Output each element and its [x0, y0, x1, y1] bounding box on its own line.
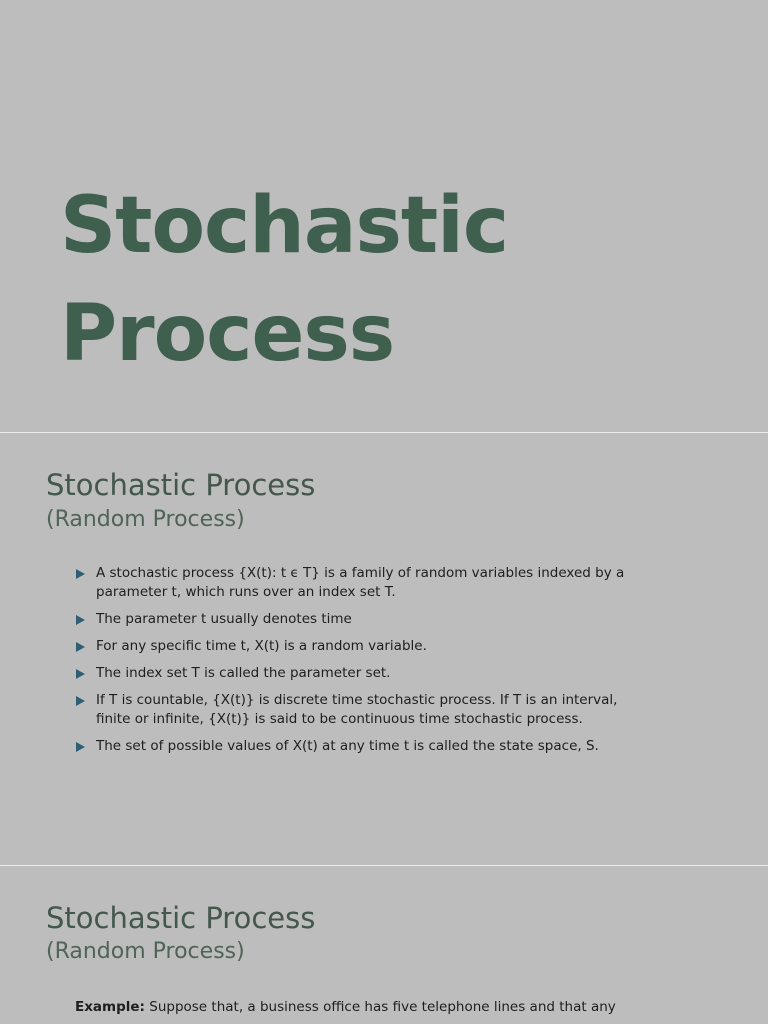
- title-slide: [0, 0, 768, 432]
- example-slide: [0, 866, 768, 1024]
- slide-subtitle: (Random Process): [46, 939, 245, 964]
- bullet-text: The index set T is called the parameter set.: [96, 665, 391, 681]
- triangle-right-icon: [76, 669, 85, 679]
- bullet-item: [76, 564, 636, 602]
- bullet-item: [76, 637, 636, 656]
- triangle-right-icon: [76, 615, 85, 625]
- bullet-text: For any specific time t, X(t) is a random variable.: [96, 638, 427, 654]
- slide-title: Stochastic Process: [46, 468, 316, 502]
- example-label: Example:: [75, 999, 145, 1015]
- presentation-title-line-1: Stochastic: [60, 181, 509, 271]
- bullet-text: The set of possible values of X(t) at any time t is called the state space, S.: [96, 738, 599, 754]
- bullet-item: [76, 691, 636, 729]
- slide-subtitle: (Random Process): [46, 507, 245, 532]
- bullet-text: The parameter t usually denotes time: [96, 611, 352, 627]
- slide-title: Stochastic Process: [46, 901, 316, 935]
- presentation-title: [60, 172, 508, 388]
- example-text: Suppose that, a business office has five telephone lines and that any: [144, 999, 616, 1015]
- triangle-right-icon: [76, 569, 85, 579]
- bullet-item: [76, 737, 636, 756]
- bullet-item: [76, 610, 636, 629]
- bullet-text: A stochastic process {X(t): t ϵ T} is a family of random variables indexed by a parameter t, which runs over an index set T.: [96, 565, 625, 600]
- example-paragraph: [75, 998, 645, 1017]
- bullet-text: If T is countable, {X(t)} is discrete time stochastic process. If T is an interval, finite or infinite, {X(t)} is said to be continuous time stochastic process.: [96, 692, 618, 727]
- bullet-list: [76, 564, 636, 764]
- triangle-right-icon: [76, 642, 85, 652]
- bullet-item: [76, 664, 636, 683]
- triangle-right-icon: [76, 696, 85, 706]
- triangle-right-icon: [76, 742, 85, 752]
- definition-slide: [0, 433, 768, 865]
- presentation-title-line-2: Process: [60, 289, 395, 379]
